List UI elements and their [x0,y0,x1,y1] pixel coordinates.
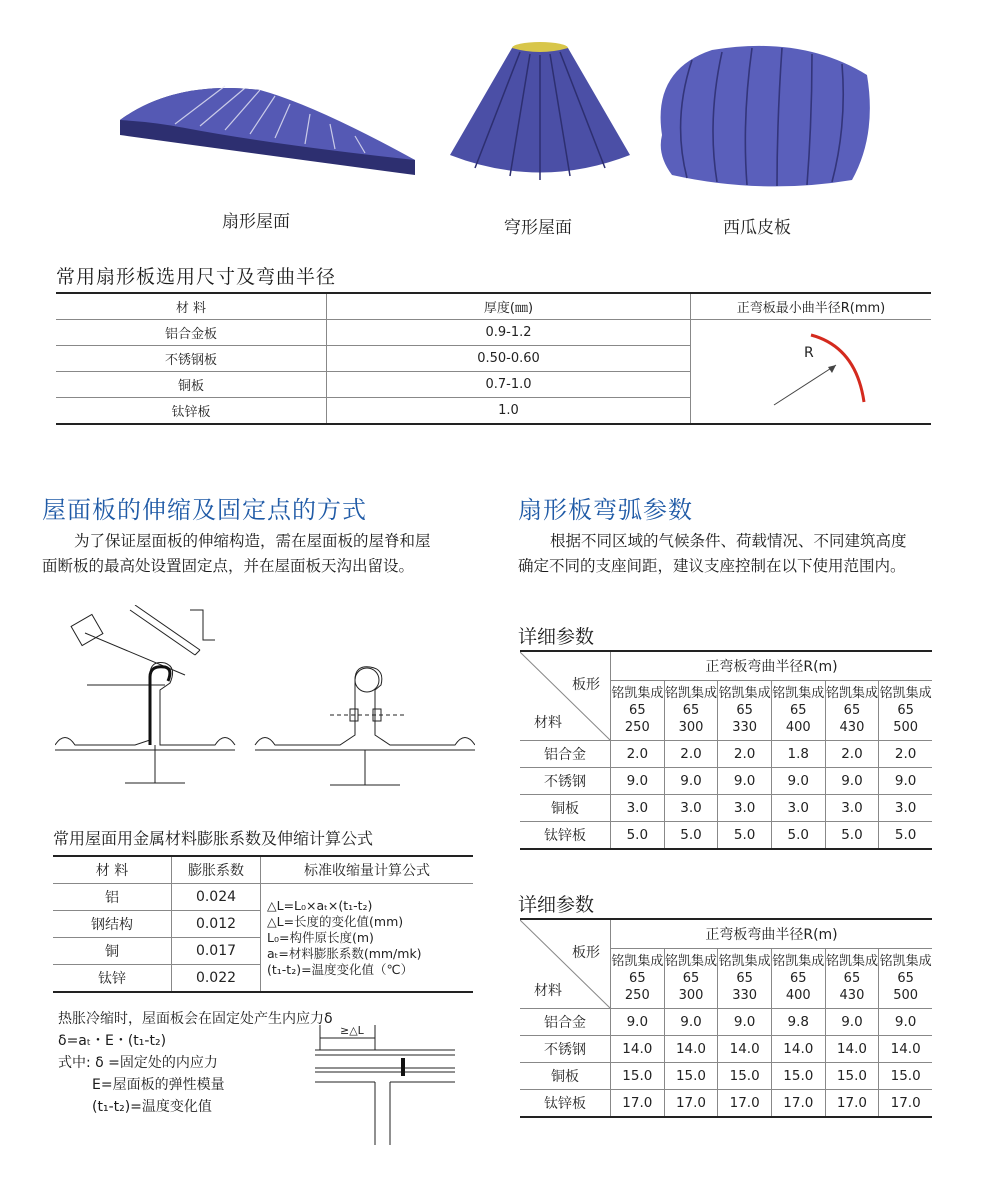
column-header-size: 330 [732,720,758,736]
table-cell: 15.0 [825,1063,879,1090]
table-cell: 3.0 [611,795,665,822]
left-paragraph-line2: 面断板的最高处设置固定点，并在屋面板天沟出留设。 [42,557,415,575]
table-cell: 14.0 [718,1036,772,1063]
table-cell: 15.0 [664,1063,718,1090]
column-header-size: 250 [624,988,650,1004]
corner-top-label: 板形 [572,945,600,961]
column-header [825,681,879,741]
column-header-brand: 铭凯集成 [718,686,771,702]
column-header [879,681,932,741]
melon-panel-image [652,40,874,190]
column-header-model: 65 [629,971,646,987]
table-row [520,1009,932,1036]
table-cell: 3.0 [664,795,718,822]
column-header-size: 330 [732,988,758,1004]
column-header-size: 400 [785,988,811,1004]
expansion-header-coef: 膨胀系数 [172,856,261,884]
table-cell: 17.0 [664,1090,718,1118]
table-cell: 3.0 [825,795,879,822]
table-cell: 铜 [53,938,172,965]
table-cell: 2.0 [825,741,879,768]
table-cell: 14.0 [664,1036,718,1063]
table-cell: 5.0 [825,822,879,850]
column-header-model: 65 [897,971,914,987]
column-header-brand: 铭凯集成 [664,954,717,970]
column-header-brand: 铭凯集成 [825,954,878,970]
params-table-2 [520,918,932,1118]
table-cell: 9.0 [718,768,772,795]
table-cell: 9.8 [771,1009,825,1036]
column-header-model: 65 [682,703,700,719]
table-cell: 14.0 [771,1036,825,1063]
table-cell: 1.0 [327,398,691,425]
table-cell: 9.0 [771,768,825,795]
stress-line2: δ=aₜ・E・(t₁-t₂) [58,1033,167,1049]
column-header-size: 500 [893,988,919,1004]
table-cell: 5.0 [664,822,718,850]
table-row [520,741,932,768]
column-header-brand: 铭凯集成 [718,954,771,970]
table-cell: 3.0 [879,795,932,822]
table-cell: 9.0 [718,1009,772,1036]
row-material: 不锈钢 [520,1036,611,1063]
column-header-model: 65 [843,703,861,719]
radius-diagram [691,320,932,425]
seam-fixing-diagram [55,605,475,790]
table-cell: 9.0 [611,1009,665,1036]
column-header-model: 65 [843,971,861,987]
table-cell: 0.022 [172,965,261,993]
table-cell: 9.0 [664,768,718,795]
fan-roof-image [115,60,430,180]
column-header [611,681,665,741]
table-cell: 9.0 [611,768,665,795]
left-paragraph-line1: 为了保证屋面板的伸缩构造，需在屋面板的屋脊和屋 [74,532,431,550]
column-header [825,949,879,1009]
row-material: 铜板 [520,795,611,822]
table-cell: 17.0 [879,1090,932,1118]
table-cell: 1.8 [771,741,825,768]
column-header-size: 250 [624,720,650,736]
column-header-model: 65 [682,971,700,987]
column-header-size: 300 [678,988,704,1004]
table-cell: 铝 [53,884,172,911]
table-cell: 2.0 [718,741,772,768]
right-section-paragraph [518,529,958,579]
table-cell: 3.0 [771,795,825,822]
table-cell: 钛锌 [53,965,172,993]
stress-line3: 式中: δ =固定处的内应力 [58,1055,218,1071]
table-cell: 9.0 [825,768,879,795]
right-paragraph-line1: 根据不同区域的气候条件、荷载情况、不同建筑高度 [550,532,907,550]
row-material: 钛锌板 [520,822,611,850]
table-cell: 17.0 [718,1090,772,1118]
table-cell: 5.0 [771,822,825,850]
table-row [520,1063,932,1090]
table-cell: 铜板 [56,372,327,398]
column-header [718,681,772,741]
column-header [771,681,825,741]
corner-cell [520,651,611,741]
column-header [664,681,718,741]
column-header-model: 65 [736,703,753,719]
formula-line: (t₁-t₂)=温度变化值（℃） [267,961,414,977]
right-paragraph-line2: 确定不同的支座间距，建议支座控制在以下使用范围内。 [518,557,906,575]
stress-line5: (t₁-t₂)=温度变化值 [92,1099,212,1115]
table-cell: 2.0 [664,741,718,768]
column-header-brand: 铭凯集成 [772,954,825,970]
column-header-brand: 铭凯集成 [772,686,825,702]
column-header-model: 65 [790,971,807,987]
table-cell: 0.012 [172,911,261,938]
table-row [520,795,932,822]
column-header-model: 65 [790,703,807,719]
table-cell: 铝合金板 [56,320,327,346]
column-header [611,949,665,1009]
column-header-brand: 铭凯集成 [879,954,932,970]
left-section-title: 屋面板的伸缩及固定点的方式 [42,496,367,524]
table-cell: 17.0 [611,1090,665,1118]
group-header: 正弯板弯曲半径R(m) [611,651,933,681]
expansion-header-material: 材 料 [53,856,172,884]
column-header-size: 500 [893,720,919,736]
right-section-title: 扇形板弯弧参数 [518,496,693,524]
dome-roof-image [445,40,635,190]
table-cell: 2.0 [879,741,932,768]
row-material: 铜板 [520,1063,611,1090]
column-header-size: 400 [785,720,811,736]
column-header [879,949,932,1009]
table-cell: 不锈钢板 [56,346,327,372]
table-cell: 14.0 [611,1036,665,1063]
params-table2-title: 详细参数 [518,894,595,916]
column-header [771,949,825,1009]
formula-line: △L=L₀×aₜ×(t₁-t₂) [267,897,373,913]
table-cell: 9.0 [879,1009,932,1036]
size-radius-table [56,292,931,425]
table-row [520,1090,932,1118]
table-cell: 14.0 [825,1036,879,1063]
table-cell: 15.0 [771,1063,825,1090]
params-table1-title: 详细参数 [518,626,595,648]
column-header-model: 65 [629,703,646,719]
left-section-paragraph [42,529,492,579]
table-cell: 5.0 [611,822,665,850]
stress-line4: E=屋面板的弹性模量 [92,1077,225,1093]
expansion-table [53,855,473,993]
corner-bottom-label: 材料 [534,715,562,731]
caption-dome-roof: 穹形屋面 [504,218,572,238]
table-cell: 0.50-0.60 [327,346,691,372]
column-header-size: 430 [839,988,865,1004]
table-cell: 0.9-1.2 [327,320,691,346]
column-header-brand: 铭凯集成 [825,686,878,702]
table1-title: 常用扇形板选用尺寸及弯曲半径 [56,266,337,288]
table-row [520,1036,932,1063]
table-cell: 3.0 [718,795,772,822]
formula-cell [261,884,474,993]
table-cell: 15.0 [611,1063,665,1090]
column-header [718,949,772,1009]
table-cell: 15.0 [718,1063,772,1090]
expansion-table-title: 常用屋面用金属材料膨胀系数及伸缩计算公式 [53,829,374,848]
table-row [520,768,932,795]
table-cell: 0.024 [172,884,261,911]
expansion-header-formula: 标准收缩量计算公式 [261,856,474,884]
params-table-1 [520,650,932,850]
column-header-size: 300 [678,720,704,736]
table-cell: 17.0 [825,1090,879,1118]
column-header-model: 65 [897,703,914,719]
formula-line: L₀=构件原长度(m) [267,929,374,945]
radius-label: R [804,344,814,361]
column-header-brand: 铭凯集成 [879,686,932,702]
table-cell: 钢结构 [53,911,172,938]
column-header-brand: 铭凯集成 [611,954,664,970]
stress-line1: 热胀冷缩时，屋面板会在固定处产生内应力δ [58,1011,333,1027]
column-header [664,949,718,1009]
table-cell: 0.7-1.0 [327,372,691,398]
table1-header-thickness: 厚度(㎜) [327,293,691,320]
caption-melon-panel: 西瓜皮板 [723,218,791,238]
table-cell: 9.0 [664,1009,718,1036]
group-header: 正弯板弯曲半径R(m) [611,919,933,949]
row-material: 铝合金 [520,1009,611,1036]
table-cell: 9.0 [879,768,932,795]
table1-header-material: 材 料 [56,293,327,320]
table-cell: 2.0 [611,741,665,768]
corner-bottom-label: 材料 [534,983,562,999]
column-header-model: 65 [736,971,753,987]
row-material: 不锈钢 [520,768,611,795]
column-header-brand: 铭凯集成 [664,686,717,702]
column-header-size: 430 [839,720,865,736]
corner-cell [520,919,611,1009]
table-cell: 钛锌板 [56,398,327,425]
caption-fan-roof: 扇形屋面 [222,212,290,232]
row-material: 铝合金 [520,741,611,768]
table-cell: 14.0 [879,1036,932,1063]
formula-line: △L=长度的变化值(mm) [267,913,404,929]
table-cell: 5.0 [718,822,772,850]
delta-label: ≥△L [340,1024,364,1037]
table-row [520,822,932,850]
table-cell: 15.0 [879,1063,932,1090]
table1-header-radius: 正弯板最小曲半径R(mm) [691,293,932,320]
row-material: 钛锌板 [520,1090,611,1118]
table-cell: 9.0 [825,1009,879,1036]
table-cell: 17.0 [771,1090,825,1118]
table-cell: 5.0 [879,822,932,850]
table-cell: 0.017 [172,938,261,965]
joint-diagram [295,1020,465,1150]
formula-line: aₜ=材料膨胀系数(mm/mk) [267,945,422,961]
column-header-brand: 铭凯集成 [611,686,664,702]
corner-top-label: 板形 [572,677,600,693]
